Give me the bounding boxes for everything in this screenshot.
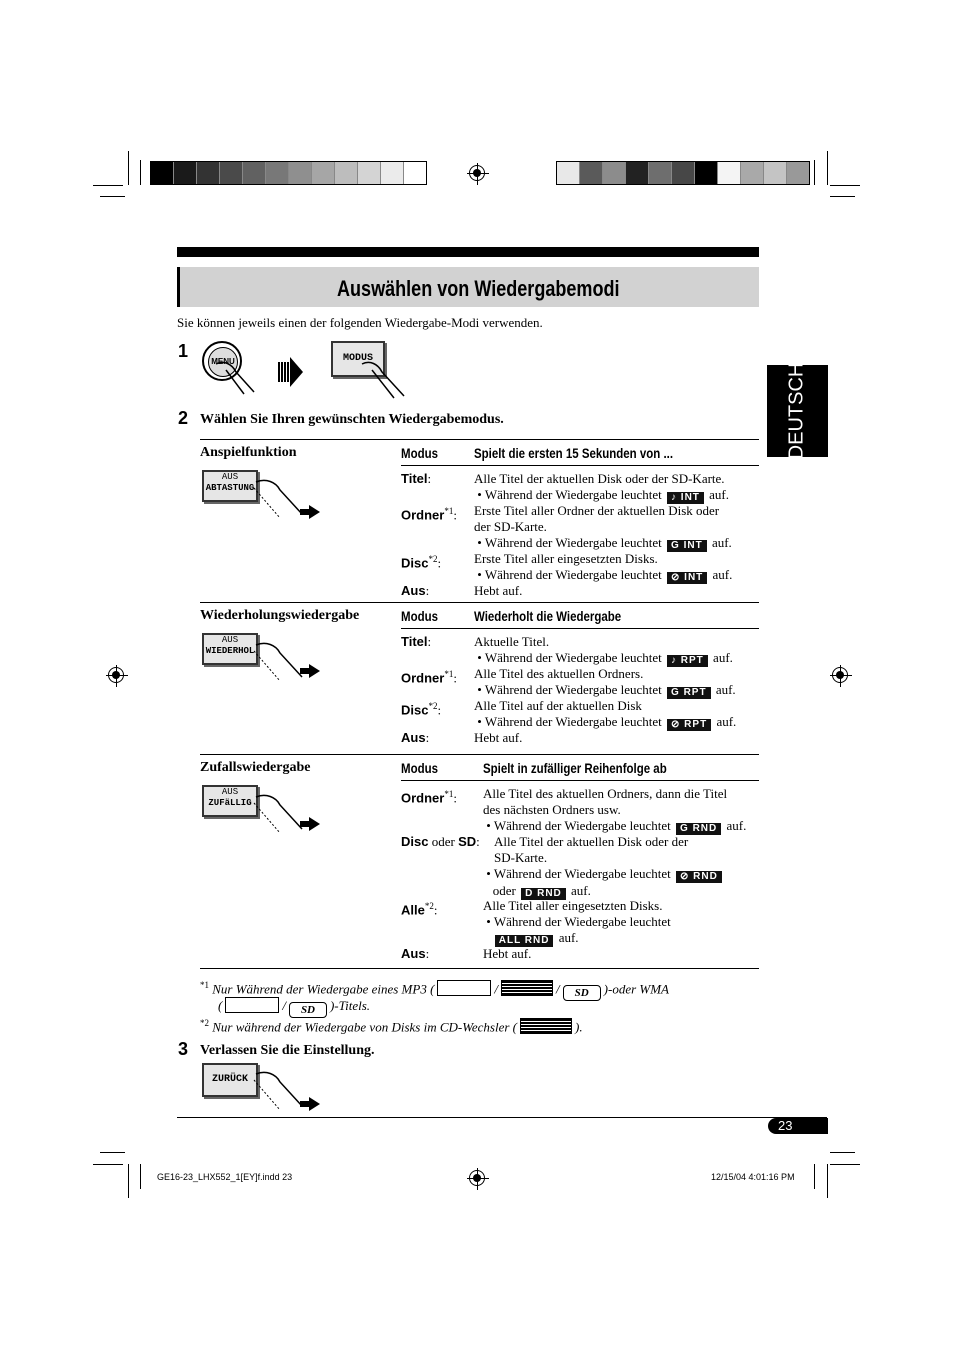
indicator-icon: ⊘ INT xyxy=(667,572,707,584)
crop-mark xyxy=(93,185,123,186)
description-line: Alle Titel der aktuellen Disk oder der SD-Karte. xyxy=(474,471,725,486)
modus-button[interactable]: MODUS xyxy=(331,341,385,377)
description-line: auf. xyxy=(715,682,736,697)
section-heading: Zufallswiedergabe xyxy=(200,760,311,775)
description-line: Alle Titel des aktuellen Ordners, dann die Titel xyxy=(483,786,728,801)
mode-key: Titel: xyxy=(401,634,432,649)
mode-description: Hebt auf. xyxy=(474,730,523,745)
lcd-line: AUS xyxy=(221,472,239,482)
color-swatch xyxy=(626,162,649,184)
description-line: Erste Titel aller Ordner der aktuellen Disk oder xyxy=(474,503,720,518)
section-heading: Wiederholungswiedergabe xyxy=(200,608,360,623)
column-header: Spielt in zufälliger Reihenfolge ab xyxy=(483,760,667,776)
step-number: 3 xyxy=(178,1039,189,1059)
description-line: • Während der Wiedergabe leuchtet xyxy=(486,866,671,881)
mode-key: Alle$^{*2}$: xyxy=(401,901,438,918)
description-line: des nächsten Ordners usw. xyxy=(483,802,621,817)
arrow-icon xyxy=(309,664,320,678)
description-line: • Während der Wiedergabe leuchtet xyxy=(477,567,662,582)
footnote-2: $^{*2}$ Nur während der Wiedergabe von Disks im CD-Wechsler ( ). xyxy=(200,1018,583,1035)
page-title: Auswählen von Wiedergabemodi xyxy=(337,276,620,301)
crop-mark xyxy=(830,196,855,197)
color-swatch xyxy=(151,162,174,184)
lcd-line: AUS xyxy=(221,787,239,797)
description-line: • Während der Wiedergabe leuchtet xyxy=(477,535,662,550)
table-rule xyxy=(200,754,759,755)
column-header: Wiederholt die Wiedergabe xyxy=(474,608,622,624)
crop-mark xyxy=(100,1152,125,1153)
page-number: 23 xyxy=(778,1118,793,1133)
description-line: Erste Titel aller eingesetzten Disks. xyxy=(474,551,658,566)
description-line: auf. xyxy=(713,650,733,665)
arrow-icon xyxy=(309,1097,320,1111)
lcd-line: ABTASTUNG xyxy=(205,483,255,493)
description-line: auf. xyxy=(716,714,737,729)
color-swatch xyxy=(266,162,289,184)
step-number: 1 xyxy=(178,341,189,361)
mode-description xyxy=(474,634,764,667)
indicator-icon: G INT xyxy=(667,540,707,552)
mode-key: Titel: xyxy=(401,471,432,486)
crop-mark xyxy=(140,1164,141,1189)
mode-key: Aus: xyxy=(401,730,430,745)
finger-press-icon xyxy=(250,1070,310,1114)
menu-button-label: MENU xyxy=(208,347,238,377)
mode-description xyxy=(483,898,763,947)
indicator-icon: ⊘ RND xyxy=(676,871,722,883)
title-top-rule xyxy=(177,247,759,257)
mode-key: Disc$^{*2}$: xyxy=(401,701,442,718)
crop-mark xyxy=(830,185,860,186)
mode-key: Ordner$^{*1}$: xyxy=(401,669,457,686)
lcd-line: ZUFäLLIG xyxy=(208,798,252,808)
indicator-icon: G RPT xyxy=(667,687,711,699)
description-line: • Während der Wiedergabe leuchtet xyxy=(477,650,662,665)
color-swatch xyxy=(174,162,197,184)
description-line: auf. xyxy=(558,930,579,945)
mode-description xyxy=(474,503,764,552)
registration-mark-icon xyxy=(469,165,485,181)
color-swatch xyxy=(580,162,603,184)
description-line: • Während der Wiedergabe leuchtet xyxy=(477,714,662,729)
description-line: Alle Titel des aktuellen Ordners. xyxy=(474,666,644,681)
color-swatch xyxy=(557,162,580,184)
language-tab-label: DEUTSCH xyxy=(785,362,808,460)
indicator-icon: ♪ RPT xyxy=(667,655,708,667)
mode-description xyxy=(494,834,764,866)
color-swatch xyxy=(220,162,243,184)
registration-mark-icon xyxy=(832,667,848,683)
mode-description: Hebt auf. xyxy=(483,946,532,961)
color-swatch xyxy=(695,162,718,184)
mode-description xyxy=(474,471,764,504)
crop-mark xyxy=(128,1164,129,1198)
crop-mark xyxy=(93,1164,123,1165)
sd-card-icon: SD xyxy=(563,985,601,1001)
description-line: auf. xyxy=(571,883,591,898)
table-rule xyxy=(401,780,759,781)
color-swatch xyxy=(649,162,672,184)
finger-press-icon xyxy=(360,358,420,402)
finger-press-icon xyxy=(250,478,310,522)
mode-description xyxy=(483,866,763,900)
color-swatch xyxy=(381,162,404,184)
description-line: Alle Titel auf der aktuellen Disk xyxy=(474,698,642,713)
step-instruction: Verlassen Sie die Einstellung. xyxy=(200,1043,375,1058)
sd-card-icon: SD xyxy=(289,1002,327,1018)
column-header: Modus xyxy=(401,445,438,461)
description-line: oder xyxy=(492,883,516,898)
mode-key: Disc$^{*2}$: xyxy=(401,554,442,571)
color-swatch xyxy=(312,162,335,184)
color-swatch xyxy=(404,162,426,184)
indicator-icon: G RND xyxy=(676,823,721,835)
step-instruction: Wählen Sie Ihren gewünschten Wiedergabemodus. xyxy=(200,412,504,427)
color-swatch xyxy=(764,162,787,184)
table-rule xyxy=(401,465,759,466)
crop-mark xyxy=(830,1152,855,1153)
color-swatch xyxy=(358,162,381,184)
table-rule xyxy=(200,439,759,440)
color-swatch xyxy=(741,162,764,184)
description-line: auf. xyxy=(711,535,732,550)
color-swatch xyxy=(718,162,741,184)
lcd-line: AUS xyxy=(221,635,239,645)
color-swatch xyxy=(243,162,266,184)
color-calibration-bar-left xyxy=(150,161,427,185)
finger-press-icon xyxy=(250,641,310,685)
description-line: auf. xyxy=(712,567,733,582)
registration-mark-icon xyxy=(469,1170,485,1186)
description-line: Aktuelle Titel. xyxy=(474,634,550,649)
mode-key: Aus: xyxy=(401,946,430,961)
step-number: 2 xyxy=(178,408,189,428)
mode-key: Ordner$^{*1}$: xyxy=(401,789,457,806)
crop-mark xyxy=(827,1164,828,1198)
crop-mark xyxy=(140,160,141,185)
indicator-icon: D RND xyxy=(521,888,566,900)
magazine-media-icon xyxy=(520,1018,572,1034)
finger-press-icon xyxy=(250,793,310,837)
arrow-icon xyxy=(309,505,320,519)
description-line: • Während der Wiedergabe leuchtet xyxy=(477,487,662,502)
slug-right: 12/15/04 4:01:16 PM xyxy=(711,1172,795,1182)
indicator-icon: ⊘ RPT xyxy=(667,719,711,731)
page-number-badge xyxy=(768,1118,828,1134)
description-line: auf. xyxy=(726,818,747,833)
step-arrow-icon xyxy=(290,357,303,387)
step-arrow-icon xyxy=(278,362,290,382)
arrow-icon xyxy=(309,817,320,831)
crop-mark xyxy=(128,151,129,185)
finger-press-icon xyxy=(214,358,274,398)
crop-mark xyxy=(814,160,815,185)
crop-mark xyxy=(830,1164,860,1165)
mode-key: Disc oder SD: xyxy=(401,834,480,849)
column-header: Modus xyxy=(401,608,438,624)
description-line: • Während der Wiedergabe leuchtet xyxy=(486,818,671,833)
mode-description xyxy=(474,551,764,584)
footnote-1: $^{*1}$ Nur Während der Wiedergabe eines MP3 ( / / SD )-oder WMA xyxy=(200,980,669,1000)
description-line: • Während der Wiedergabe leuchtet xyxy=(486,914,671,929)
description-line: Alle Titel der aktuellen Disk oder der xyxy=(494,834,689,849)
color-swatch xyxy=(335,162,358,184)
crop-mark xyxy=(814,1164,815,1189)
mode-key: Aus: xyxy=(401,583,430,598)
page-bottom-rule xyxy=(177,1117,827,1118)
crop-mark xyxy=(827,151,828,185)
section-heading: Anspielfunktion xyxy=(200,445,297,460)
color-calibration-bar-right xyxy=(556,161,810,185)
intro-text: Sie können jeweils einen der folgenden Wiedergabe-Modi verwenden. xyxy=(177,315,543,330)
lcd-line: WIEDERHOL xyxy=(205,646,255,656)
color-swatch xyxy=(603,162,626,184)
color-swatch xyxy=(672,162,695,184)
mode-description xyxy=(483,786,763,835)
column-header: Modus xyxy=(401,760,438,776)
zurueck-button[interactable]: ZURÜCK xyxy=(202,1063,258,1097)
column-header: Spielt die ersten 15 Sekunden von ... xyxy=(474,445,674,461)
cd-media-icon xyxy=(437,980,491,996)
description-line: • Während der Wiedergabe leuchtet xyxy=(477,682,662,697)
mode-key: Ordner$^{*1}$: xyxy=(401,506,457,523)
crop-mark xyxy=(100,196,125,197)
color-swatch xyxy=(289,162,312,184)
magazine-media-icon xyxy=(501,980,553,996)
footnote-1-continued: ( / SD )-Titels. xyxy=(218,998,371,1016)
indicator-icon: ♪ INT xyxy=(667,492,704,504)
mode-description: Hebt auf. xyxy=(474,583,523,598)
mode-description xyxy=(474,698,764,731)
description-line: der SD-Karte. xyxy=(474,519,547,534)
cd-media-icon xyxy=(225,997,279,1013)
mode-description xyxy=(474,666,764,699)
color-swatch xyxy=(787,162,809,184)
table-rule xyxy=(401,628,759,629)
registration-mark-icon xyxy=(108,667,124,683)
table-rule xyxy=(200,968,759,969)
description-line: auf. xyxy=(709,487,730,502)
table-rule xyxy=(200,602,759,603)
description-line: SD-Karte. xyxy=(494,850,548,865)
description-line: Alle Titel aller eingesetzten Disks. xyxy=(483,898,663,913)
slug-left: GE16-23_LHX552_1[EY]f.indd 23 xyxy=(157,1172,293,1182)
indicator-icon: ALL RND xyxy=(495,935,554,947)
color-swatch xyxy=(197,162,220,184)
